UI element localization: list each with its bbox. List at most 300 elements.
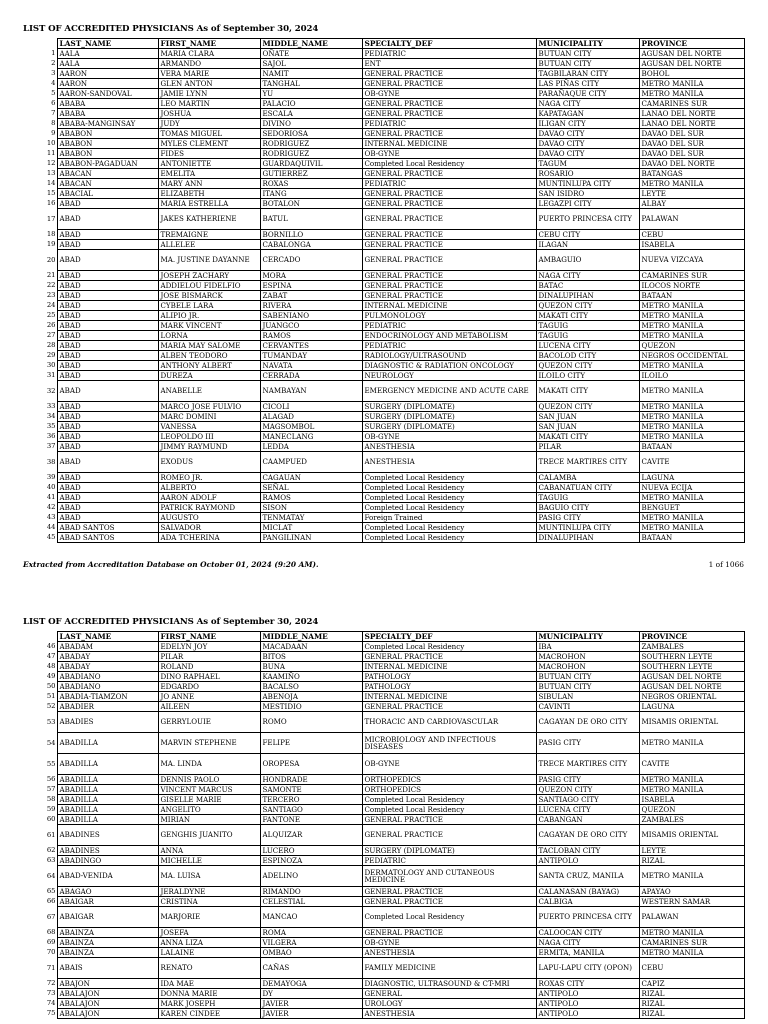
cell-last-name: ABABA <box>57 99 158 109</box>
cell-province: SOUTHERN LEYTE <box>639 662 744 672</box>
cell-specialty: Completed Local Residency <box>362 483 536 493</box>
cell-province: METRO MANILA <box>639 785 744 795</box>
cell-row-number: 36 <box>23 432 57 442</box>
footer-note: Extracted from Accreditation Database on October 01, 2024 (9:20 AM). <box>23 560 319 569</box>
cell-middle-name: MORA <box>260 271 362 281</box>
cell-row-number: 35 <box>23 422 57 432</box>
cell-row-number: 69 <box>23 938 57 948</box>
table-row <box>23 199 744 209</box>
cell-specialty: MICROBIOLOGY AND INFECTIOUS DISEASES <box>362 733 536 754</box>
cell-specialty: DIAGNOSTIC, ULTRASOUND & CT-MRI <box>362 979 536 989</box>
cell-municipality: LUCENA CITY <box>536 805 639 815</box>
cell-first-name: MARC DOMINI <box>158 412 260 422</box>
cell-last-name: ABAD <box>57 442 158 452</box>
cell-province: LANAO DEL NORTE <box>639 119 744 129</box>
cell-last-name: ABADIANO <box>57 672 158 682</box>
cell-middle-name: RODRIGUEZ <box>260 139 362 149</box>
cell-specialty: FAMILY MEDICINE <box>362 958 536 979</box>
table-row <box>23 652 744 662</box>
cell-first-name: ANGELITO <box>158 805 260 815</box>
cell-last-name: ABADIER <box>57 702 158 712</box>
cell-specialty: Completed Local Residency <box>362 493 536 503</box>
cell-last-name: ABAD <box>57 291 158 301</box>
cell-row-number: 38 <box>23 452 57 473</box>
cell-middle-name: CERCADO <box>260 250 362 271</box>
cell-last-name: ABAD <box>57 473 158 483</box>
cell-first-name: GERRYLOUIE <box>158 712 260 733</box>
cell-specialty: GENERAL PRACTICE <box>362 652 536 662</box>
cell-last-name: ABAD <box>57 402 158 412</box>
cell-last-name: ABAIS <box>57 958 158 979</box>
cell-first-name: KAREN CINDEE <box>158 1009 260 1019</box>
cell-specialty: INTERNAL MEDICINE <box>362 301 536 311</box>
table-row <box>23 907 744 928</box>
table-row <box>23 169 744 179</box>
cell-last-name: ABADIA-TIAMZON <box>57 692 158 702</box>
cell-province: RIZAL <box>639 856 744 866</box>
cell-specialty: GENERAL PRACTICE <box>362 230 536 240</box>
cell-last-name: ABACAN <box>57 169 158 179</box>
cell-row-number: 8 <box>23 119 57 129</box>
cell-specialty: GENERAL PRACTICE <box>362 928 536 938</box>
cell-province: METRO MANILA <box>639 331 744 341</box>
cell-middle-name: CERVANTES <box>260 341 362 351</box>
cell-specialty: Completed Local Residency <box>362 503 536 513</box>
table-row <box>23 89 744 99</box>
cell-first-name: EXODUS <box>158 452 260 473</box>
cell-municipality: MUNTINLUPA CITY <box>536 179 639 189</box>
cell-row-number: 64 <box>23 866 57 887</box>
cell-first-name: MARK JOSEPH <box>158 999 260 1009</box>
cell-row-number: 48 <box>23 662 57 672</box>
cell-province: SOUTHERN LEYTE <box>639 652 744 662</box>
cell-row-number: 63 <box>23 856 57 866</box>
cell-row-number: 37 <box>23 442 57 452</box>
table-row <box>23 371 744 381</box>
cell-municipality: LAS PIÑAS CITY <box>536 79 639 89</box>
cell-specialty: SURGERY (DIPLOMATE) <box>362 412 536 422</box>
cell-specialty: GENERAL PRACTICE <box>362 129 536 139</box>
cell-specialty: Completed Local Residency <box>362 473 536 483</box>
cell-first-name: ANTHONY ALBERT <box>158 361 260 371</box>
cell-province: ZAMBALES <box>639 815 744 825</box>
cell-first-name: GISELLE MARIE <box>158 795 260 805</box>
cell-first-name: EMELITA <box>158 169 260 179</box>
cell-row-number: 21 <box>23 271 57 281</box>
cell-row-number: 58 <box>23 795 57 805</box>
cell-first-name: JOSE BISMARCK <box>158 291 260 301</box>
cell-municipality: QUEZON CITY <box>536 402 639 412</box>
cell-specialty: GENERAL PRACTICE <box>362 702 536 712</box>
cell-specialty: OB-GYNE <box>362 938 536 948</box>
cell-row-number: 34 <box>23 412 57 422</box>
cell-middle-name: MACADAAN <box>260 642 362 652</box>
cell-row-number: 20 <box>23 250 57 271</box>
cell-last-name: ABAD <box>57 250 158 271</box>
cell-municipality: DAVAO CITY <box>536 129 639 139</box>
cell-municipality: ERMITA, MANILA <box>536 948 639 958</box>
cell-province: RIZAL <box>639 989 744 999</box>
cell-middle-name: GUARDAQUIVIL <box>260 159 362 169</box>
cell-last-name: ABAIGAR <box>57 907 158 928</box>
cell-municipality: MAKATI CITY <box>536 432 639 442</box>
cell-province: METRO MANILA <box>639 513 744 523</box>
cell-middle-name: FELIPE <box>260 733 362 754</box>
cell-row-number: 7 <box>23 109 57 119</box>
cell-last-name: AARON-SANDOVAL <box>57 89 158 99</box>
cell-municipality: NAGA CITY <box>536 938 639 948</box>
cell-row-number: 52 <box>23 702 57 712</box>
cell-first-name: JUDY <box>158 119 260 129</box>
cell-row-number: 53 <box>23 712 57 733</box>
cell-row-number: 62 <box>23 846 57 856</box>
cell-province: AGUSAN DEL NORTE <box>639 672 744 682</box>
cell-municipality: BUTUAN CITY <box>536 49 639 59</box>
cell-row-number: 42 <box>23 503 57 513</box>
cell-municipality: DAVAO CITY <box>536 139 639 149</box>
cell-middle-name: ADELINO <box>260 866 362 887</box>
cell-province: METRO MANILA <box>639 412 744 422</box>
cell-row-number: 24 <box>23 301 57 311</box>
cell-row-number: 47 <box>23 652 57 662</box>
cell-municipality: CALANASAN (BAYAG) <box>536 887 639 897</box>
cell-first-name: JIMMY RAYMUND <box>158 442 260 452</box>
cell-last-name: ABAINZA <box>57 948 158 958</box>
cell-middle-name: SABENIANO <box>260 311 362 321</box>
cell-middle-name: DY <box>260 989 362 999</box>
table-row <box>23 672 744 682</box>
cell-municipality: ANTIPOLO <box>536 989 639 999</box>
cell-municipality: ILOILO CITY <box>536 371 639 381</box>
cell-municipality: SAN JUAN <box>536 412 639 422</box>
page-1-title: LIST OF ACCREDITED PHYSICIANS As of September 30, 2024 <box>23 24 319 34</box>
cell-specialty: OB-GYNE <box>362 432 536 442</box>
cell-first-name: ALBEN TEODORO <box>158 351 260 361</box>
cell-province: AGUSAN DEL NORTE <box>639 682 744 692</box>
table-row <box>23 209 744 230</box>
cell-specialty: SURGERY (DIPLOMATE) <box>362 422 536 432</box>
table-row <box>23 785 744 795</box>
cell-first-name: LORNA <box>158 331 260 341</box>
cell-last-name: ABAGAO <box>57 887 158 897</box>
cell-province: ISABELA <box>639 240 744 250</box>
cell-first-name: MIRIAN <box>158 815 260 825</box>
table-row <box>23 825 744 846</box>
table-row <box>23 712 744 733</box>
cell-municipality: MAKATI CITY <box>536 311 639 321</box>
cell-specialty: GENERAL PRACTICE <box>362 169 536 179</box>
cell-last-name: ABAD SANTOS <box>57 533 158 543</box>
cell-row-number: 10 <box>23 139 57 149</box>
cell-middle-name: ALAGAD <box>260 412 362 422</box>
cell-specialty: RADIOLOGY/ULTRASOUND <box>362 351 536 361</box>
cell-row-number: 12 <box>23 159 57 169</box>
cell-first-name: ROLAND <box>158 662 260 672</box>
cell-row-number: 49 <box>23 672 57 682</box>
cell-municipality: DINALUPIHAN <box>536 291 639 301</box>
cell-first-name: LALAINE <box>158 948 260 958</box>
cell-province: METRO MANILA <box>639 381 744 402</box>
cell-specialty: Completed Local Residency <box>362 523 536 533</box>
table-row <box>23 331 744 341</box>
table-row <box>23 483 744 493</box>
cell-row-number: 33 <box>23 402 57 412</box>
table-row <box>23 805 744 815</box>
cell-middle-name: BORNILLO <box>260 230 362 240</box>
table-row <box>23 99 744 109</box>
cell-municipality: MACROHON <box>536 662 639 672</box>
cell-middle-name: NAVATA <box>260 361 362 371</box>
table-row <box>23 412 744 422</box>
cell-first-name: MARVIN STEPHENE <box>158 733 260 754</box>
cell-row-number: 71 <box>23 958 57 979</box>
cell-specialty: ANESTHESIA <box>362 442 536 452</box>
cell-province: NUEVA ECIJA <box>639 483 744 493</box>
cell-province: LANAO DEL NORTE <box>639 109 744 119</box>
cell-municipality: TAGUIG <box>536 331 639 341</box>
cell-last-name: ABABON <box>57 149 158 159</box>
cell-specialty: OB-GYNE <box>362 149 536 159</box>
table-row <box>23 291 744 301</box>
cell-middle-name: PANGILINAN <box>260 533 362 543</box>
cell-last-name: ABADIANO <box>57 682 158 692</box>
cell-first-name: JAKES KATHERIENE <box>158 209 260 230</box>
cell-municipality: SIBULAN <box>536 692 639 702</box>
cell-middle-name: RODRIGUEZ <box>260 149 362 159</box>
cell-province: METRO MANILA <box>639 301 744 311</box>
cell-middle-name: CERRADA <box>260 371 362 381</box>
cell-first-name: TOMAS MIGUEL <box>158 129 260 139</box>
cell-row-number: 4 <box>23 79 57 89</box>
cell-last-name: AARON <box>57 79 158 89</box>
cell-municipality: SANTIAGO CITY <box>536 795 639 805</box>
cell-middle-name: BOTALON <box>260 199 362 209</box>
cell-last-name: ABAD <box>57 452 158 473</box>
table-row <box>23 979 744 989</box>
cell-municipality: TRECE MARTIRES CITY <box>536 754 639 775</box>
cell-middle-name: ROXAS <box>260 179 362 189</box>
cell-municipality: ANTIPOLO <box>536 856 639 866</box>
cell-last-name: AALA <box>57 59 158 69</box>
cell-last-name: ABADILLA <box>57 815 158 825</box>
table-row <box>23 442 744 452</box>
table-row <box>23 702 744 712</box>
cell-first-name: MA. LINDA <box>158 754 260 775</box>
cell-middle-name: HONDRADE <box>260 775 362 785</box>
cell-province: METRO MANILA <box>639 523 744 533</box>
cell-row-number: 59 <box>23 805 57 815</box>
cell-row-number: 75 <box>23 1009 57 1019</box>
cell-municipality: TACLOBAN CITY <box>536 846 639 856</box>
table-row <box>23 533 744 543</box>
cell-first-name: AILEEN <box>158 702 260 712</box>
cell-province: METRO MANILA <box>639 79 744 89</box>
cell-municipality: NAGA CITY <box>536 271 639 281</box>
cell-first-name: ALIPIO JR. <box>158 311 260 321</box>
physicians-table-page-2 <box>23 631 745 1019</box>
cell-province: METRO MANILA <box>639 321 744 331</box>
cell-province: QUEZON <box>639 341 744 351</box>
cell-first-name: DONNA MARIE <box>158 989 260 999</box>
cell-province: NEGROS OCCIDENTAL <box>639 351 744 361</box>
cell-specialty: PEDIATRIC <box>362 179 536 189</box>
cell-first-name: MARIA CLARA <box>158 49 260 59</box>
cell-province: CAPIZ <box>639 979 744 989</box>
cell-first-name: JOSHUA <box>158 109 260 119</box>
table-header-row <box>23 39 744 49</box>
cell-specialty: PEDIATRIC <box>362 49 536 59</box>
cell-municipality: BUTUAN CITY <box>536 672 639 682</box>
cell-last-name: ABAD <box>57 240 158 250</box>
cell-middle-name: ABENOJA <box>260 692 362 702</box>
cell-municipality: CAVINTI <box>536 702 639 712</box>
cell-middle-name: RAMOS <box>260 493 362 503</box>
cell-first-name: CRISTINA <box>158 897 260 907</box>
cell-specialty: Completed Local Residency <box>362 533 536 543</box>
cell-first-name: MICHELLE <box>158 856 260 866</box>
cell-municipality: AMBAGUIO <box>536 250 639 271</box>
cell-province: METRO MANILA <box>639 432 744 442</box>
cell-municipality: BACOLOD CITY <box>536 351 639 361</box>
cell-first-name: ARMANDO <box>158 59 260 69</box>
cell-province: QUEZON <box>639 805 744 815</box>
cell-specialty: GENERAL PRACTICE <box>362 240 536 250</box>
cell-middle-name: RIMANDO <box>260 887 362 897</box>
cell-first-name: PILAR <box>158 652 260 662</box>
cell-province: METRO MANILA <box>639 928 744 938</box>
cell-province: NUEVA VIZCAYA <box>639 250 744 271</box>
cell-last-name: ABAIGAR <box>57 897 158 907</box>
cell-middle-name: TENMATAY <box>260 513 362 523</box>
cell-first-name: ELIZABETH <box>158 189 260 199</box>
table-row <box>23 887 744 897</box>
cell-province: BATAAN <box>639 533 744 543</box>
cell-municipality: QUEZON CITY <box>536 785 639 795</box>
cell-last-name: ABADILLA <box>57 805 158 815</box>
cell-middle-name: SANTIAGO <box>260 805 362 815</box>
cell-specialty: ANESTHESIA <box>362 452 536 473</box>
cell-specialty: GENERAL PRACTICE <box>362 887 536 897</box>
cell-middle-name: PALACIO <box>260 99 362 109</box>
cell-municipality: SAN JUAN <box>536 422 639 432</box>
cell-province: WESTERN SAMAR <box>639 897 744 907</box>
cell-province: METRO MANILA <box>639 948 744 958</box>
table-row <box>23 642 744 652</box>
table-row <box>23 938 744 948</box>
cell-province: LEYTE <box>639 846 744 856</box>
cell-province: LAGUNA <box>639 473 744 483</box>
cell-province: METRO MANILA <box>639 402 744 412</box>
cell-province: CEBU <box>639 230 744 240</box>
cell-municipality: TAGUIG <box>536 321 639 331</box>
cell-specialty: PULMONOLOGY <box>362 311 536 321</box>
cell-row-number: 43 <box>23 513 57 523</box>
cell-first-name: EDELYN JOY <box>158 642 260 652</box>
cell-province: ZAMBALES <box>639 642 744 652</box>
cell-province: BATAAN <box>639 442 744 452</box>
cell-row-number: 11 <box>23 149 57 159</box>
cell-last-name: ABADINES <box>57 846 158 856</box>
cell-municipality: PUERTO PRINCESA CITY <box>536 907 639 928</box>
table-row <box>23 139 744 149</box>
cell-province: METRO MANILA <box>639 311 744 321</box>
cell-row-number: 45 <box>23 533 57 543</box>
cell-first-name: JAMIE LYNN <box>158 89 260 99</box>
table-row <box>23 422 744 432</box>
cell-row-number: 19 <box>23 240 57 250</box>
column-header-first-name: FIRST_NAME <box>158 632 260 642</box>
cell-province: APAYAO <box>639 887 744 897</box>
cell-first-name: ANTONIETTE <box>158 159 260 169</box>
cell-last-name: ABADILLA <box>57 785 158 795</box>
cell-province: BOHOL <box>639 69 744 79</box>
cell-row-number: 3 <box>23 69 57 79</box>
cell-row-number: 51 <box>23 692 57 702</box>
cell-middle-name: TERCERO <box>260 795 362 805</box>
cell-middle-name: ALQUIZAR <box>260 825 362 846</box>
cell-middle-name: NAMIT <box>260 69 362 79</box>
cell-municipality: CALOOCAN CITY <box>536 928 639 938</box>
cell-first-name: ANABELLE <box>158 381 260 402</box>
cell-specialty: OB-GYNE <box>362 89 536 99</box>
cell-last-name: AALA <box>57 49 158 59</box>
cell-row-number: 73 <box>23 989 57 999</box>
cell-first-name: JOSEFA <box>158 928 260 938</box>
cell-first-name: PATRICK RAYMOND <box>158 503 260 513</box>
table-row <box>23 341 744 351</box>
cell-specialty: GENERAL PRACTICE <box>362 209 536 230</box>
cell-municipality: LEGAZPI CITY <box>536 199 639 209</box>
cell-middle-name: ROMO <box>260 712 362 733</box>
cell-specialty: Completed Local Residency <box>362 805 536 815</box>
cell-province: METRO MANILA <box>639 89 744 99</box>
cell-first-name: MARK VINCENT <box>158 321 260 331</box>
cell-province: AGUSAN DEL NORTE <box>639 59 744 69</box>
cell-province: RIZAL <box>639 1009 744 1019</box>
cell-first-name: DENNIS PAOLO <box>158 775 260 785</box>
cell-last-name: ABAD <box>57 361 158 371</box>
cell-last-name: ABABA-MANGINSAY <box>57 119 158 129</box>
cell-specialty: PEDIATRIC <box>362 341 536 351</box>
cell-last-name: ABALAJON <box>57 999 158 1009</box>
table-row <box>23 948 744 958</box>
cell-middle-name: CICOLI <box>260 402 362 412</box>
cell-municipality: KAPATAGAN <box>536 109 639 119</box>
cell-province: ISABELA <box>639 795 744 805</box>
cell-row-number: 18 <box>23 230 57 240</box>
cell-last-name: ABAD <box>57 311 158 321</box>
cell-specialty: GENERAL PRACTICE <box>362 79 536 89</box>
table-row <box>23 452 744 473</box>
cell-first-name: MARY ANN <box>158 179 260 189</box>
cell-middle-name: SEDORIOSA <box>260 129 362 139</box>
cell-last-name: ABADAY <box>57 652 158 662</box>
cell-middle-name: OROPESA <box>260 754 362 775</box>
cell-municipality: BAGUIO CITY <box>536 503 639 513</box>
cell-row-number: 70 <box>23 948 57 958</box>
table-row <box>23 149 744 159</box>
cell-middle-name: TUMANDAY <box>260 351 362 361</box>
cell-row-number: 23 <box>23 291 57 301</box>
cell-province: METRO MANILA <box>639 361 744 371</box>
cell-province: NEGROS ORIENTAL <box>639 692 744 702</box>
cell-specialty: ANESTHESIA <box>362 948 536 958</box>
cell-specialty: Foreign Trained <box>362 513 536 523</box>
cell-province: BATANGAS <box>639 169 744 179</box>
cell-specialty: Completed Local Residency <box>362 907 536 928</box>
cell-last-name: ABADINGO <box>57 856 158 866</box>
cell-specialty: GENERAL PRACTICE <box>362 271 536 281</box>
